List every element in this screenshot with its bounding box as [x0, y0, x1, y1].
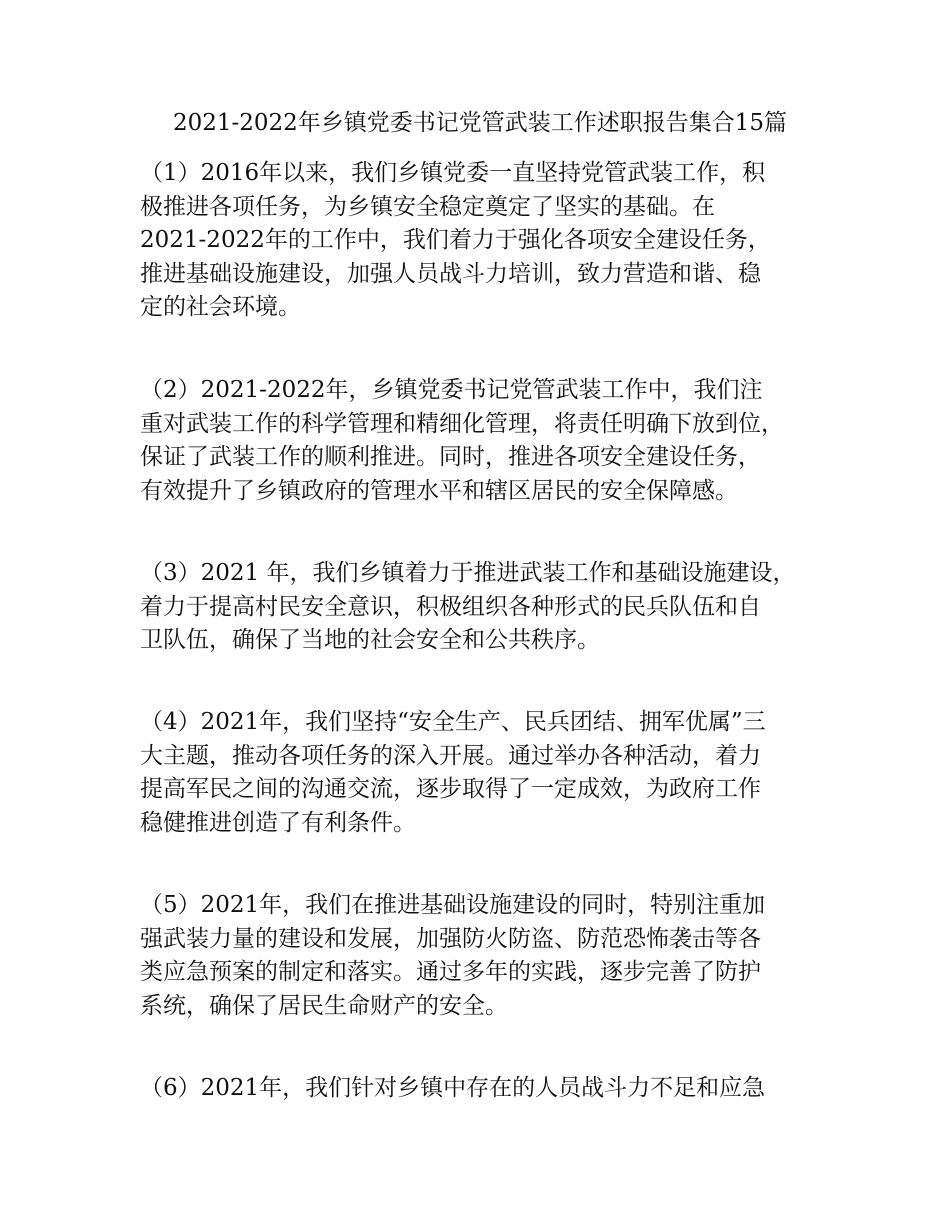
paragraph-line: 类应急预案的制定和落实。通过多年的实践，逐步完善了防护 — [140, 959, 761, 985]
paragraph-4 — [140, 706, 830, 840]
paragraph-line: （1）2016年以来，我们乡镇党委一直坚持党管武装工作，积 — [140, 160, 766, 186]
paragraph-line: 2021-2022年的工作中，我们着力于强化各项安全建设任务， — [140, 227, 771, 253]
paragraph-line: 提高军民之间的沟通交流，逐步取得了一定成效，为政府工作 — [140, 776, 761, 802]
paragraph-line: （6）2021年，我们针对乡镇中存在的人员战斗力不足和应急 — [140, 1075, 766, 1101]
paragraph-line: （4）2021年，我们坚持“安全生产、民兵团结、拥军优属”三 — [140, 709, 766, 735]
paragraph-line: 定的社会环境。 — [140, 294, 301, 320]
paragraph-line: 强武装力量的建设和发展，加强防火防盗、防范恐怖袭击等各 — [140, 925, 761, 952]
paragraph-line: 系统，确保了居民生命财产的安全。 — [140, 992, 508, 1019]
paragraph-line: （2）2021-2022年，乡镇党委书记党管武装工作中，我们注 — [140, 377, 763, 403]
paragraph-line: （3）2021 年，我们乡镇着力于推进武装工作和基础设施建设， — [140, 560, 796, 586]
paragraph-line: 稳健推进创造了有利条件。 — [140, 809, 416, 836]
paragraph-line: 极推进各项任务，为乡镇安全稳定奠定了坚实的基础。在 — [140, 193, 715, 220]
paragraph-line: 卫队伍，确保了当地的社会安全和公共秩序。 — [140, 627, 600, 653]
paragraph-line: 有效提升了乡镇政府的管理水平和辖区居民的安全保障感。 — [140, 477, 738, 504]
paragraph-line: 推进基础设施建设，加强人员战斗力培训，致力营造和谐、稳 — [140, 260, 761, 287]
document-title: 2021-2022年乡镇党委书记党管武装工作述职报告集合15篇 — [172, 110, 788, 136]
paragraph-2 — [140, 374, 830, 508]
paragraph-1 — [140, 157, 830, 325]
paragraph-5 — [140, 889, 830, 1023]
paragraph-line: 着力于提高村民安全意识，积极组织各种形式的民兵队伍和自 — [140, 593, 761, 620]
paragraph-line: 重对武装工作的科学管理和精细化管理，将责任明确下放到位， — [140, 410, 784, 437]
paragraph-line: 大主题，推动各项任务的深入开展。通过举办各种活动，着力 — [140, 742, 761, 769]
paragraph-6 — [140, 1072, 830, 1106]
paragraph-line: 保证了武装工作的顺利推进。同时，推进各项安全建设任务， — [140, 444, 761, 470]
paragraph-3 — [140, 557, 830, 658]
paragraph-line: （5）2021年，我们在推进基础设施建设的同时，特别注重加 — [140, 892, 766, 918]
